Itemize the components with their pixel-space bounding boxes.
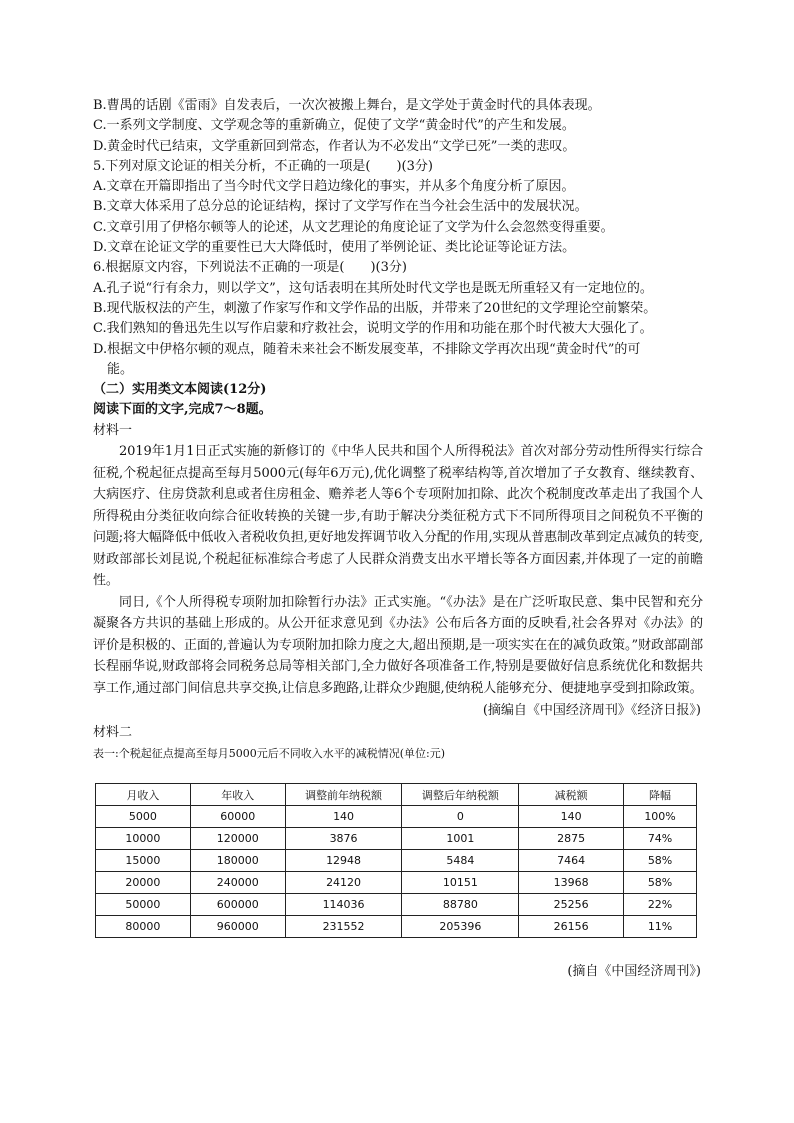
table-cell: 960000: [190, 916, 285, 938]
table-cell: 11%: [624, 916, 697, 938]
table-cell: 15000: [96, 850, 191, 872]
table-cell: 0: [402, 806, 519, 828]
tax-reduction-table: [95, 783, 697, 938]
table-cell: 100%: [624, 806, 697, 828]
table-header-cell: 降幅: [624, 784, 697, 806]
question-5-option-d: D.文章在论证文学的重要性已大大降低时，使用了举例论证、类比论证等论证方法。: [93, 240, 576, 256]
table-caption: 表一:个税起征点提高至每月5000元后不同收入水平的减税情况(单位:元): [93, 747, 445, 761]
exam-page: [93, 96, 703, 984]
table-cell: 205396: [402, 916, 519, 938]
table-cell: 88780: [402, 894, 519, 916]
table-cell: 25256: [519, 894, 624, 916]
material-2-source: (摘自《中国经济周刊》): [567, 964, 701, 980]
table-cell: 10000: [96, 828, 191, 850]
question-6: 6.根据原文内容，下列说法不正确的一项是( )(3分): [93, 260, 407, 276]
section-title: （二）实用类文本阅读(12分): [93, 382, 267, 398]
table-cell: 58%: [624, 872, 697, 894]
table-cell: 50000: [96, 894, 191, 916]
material-2-label: 材料二: [93, 725, 133, 741]
material-1-label: 材料一: [93, 422, 133, 438]
table-cell: 74%: [624, 828, 697, 850]
instruction: 阅读下面的文字,完成7～8题。: [93, 402, 272, 418]
table-header-cell: 月收入: [96, 784, 191, 806]
table-header-cell: 年收入: [190, 784, 285, 806]
table-cell: 80000: [96, 916, 191, 938]
table-cell: 114036: [285, 894, 402, 916]
table-cell: 140: [285, 806, 402, 828]
table-cell: 5000: [96, 806, 191, 828]
table-cell: 22%: [624, 894, 697, 916]
table-cell: 26156: [519, 916, 624, 938]
material-1-source: (摘编自《中国经济周刊》《经济日报》): [482, 703, 701, 719]
table-row: [96, 850, 697, 872]
table-cell: 58%: [624, 850, 697, 872]
table-cell: 231552: [285, 916, 402, 938]
table-row: [96, 894, 697, 916]
table-cell: 5484: [402, 850, 519, 872]
table-cell: 12948: [285, 850, 402, 872]
table-row: [96, 806, 697, 828]
table-cell: 120000: [190, 828, 285, 850]
table-cell: 1001: [402, 828, 519, 850]
table-header-cell: 调整前年纳税额: [285, 784, 402, 806]
table-cell: 140: [519, 806, 624, 828]
table-row: [96, 872, 697, 894]
material-1-paragraph-1: 2019年1月1日正式实施的新修订的《中华人民共和国个人所得税法》首次对部分劳动性所得实行综合征税,个税起征点提高至每月5000元(每年6万元),优化调整了税率结构等,首次增加了子女教育、继续教育、大病医疗、住房贷款利息或者住房租金、赡养老人等6个专项附加扣除、此次个税制度改革走出了我国个人所得税由分类征收向综合征收转换的关键一步,有助于解决分类征税方式下不同所得项目之间税负不平衡的问题;将大幅降低中低收入者税收负担,更好地发挥调节收入分配的作用,实现从普惠制改革到定点减负的转变,财政部部长刘昆说,个税起征标准综合考虑了人民群众消费支出水平增长等各方面因素,并体现了一定的前瞻性。: [93, 444, 703, 589]
table-header-cell: 减税额: [519, 784, 624, 806]
material-1-paragraph-2: 同日,《个人所得税专项附加扣除暂行办法》正式实施。“《办法》是在广泛听取民意、集中民智和充分凝聚各方共识的基础上形成的。从公开征求意见到《办法》公布后各方面的反映看,社会各界对《办法》的评价是积极的、正面的,普遍认为专项附加扣除力度之大,超出预期,是一项实实在在的减负政策。”财政部副部长程丽华说,财政部将会同税务总局等相关部门,全力做好各项准备工作,特别是要做好信息系统优化和数据共享工作,通过部门间信息共享交换,让信息多跑路,让群众少跑腿,使纳税人能够充分、便捷地享受到扣除政策。: [93, 594, 703, 696]
question-6-option-d-cont: 能。: [107, 361, 134, 377]
table-row: [96, 916, 697, 938]
question-5: 5.下列对原文论证的相关分析，不正确的一项是( )(3分): [93, 158, 433, 174]
table-header-row: [96, 784, 697, 806]
table-cell: 3876: [285, 828, 402, 850]
table-cell: 240000: [190, 872, 285, 894]
question-5-option-c: C.文章引用了伊格尔顿等人的论述，从文艺理论的角度论证了文学为什么会忽然变得重要。: [93, 219, 614, 235]
question-6-option-d: D.根据文中伊格尔顿的观点，随着未来社会不断发展变革，不排除文学再次出现“黄金时代”的可: [93, 341, 641, 357]
question-6-option-c: C.我们熟知的鲁迅先生以写作启蒙和疗救社会，说明文学的作用和功能在那个时代被大大强化了。: [93, 321, 653, 337]
table-cell: 180000: [190, 850, 285, 872]
table-cell: 24120: [285, 872, 402, 894]
table-row: [96, 828, 697, 850]
table-cell: 20000: [96, 872, 191, 894]
question-5-option-b: B.文章大体采用了总分总的论证结构，探讨了文学写作在当今社会生活中的发展状况。: [93, 199, 588, 215]
table-cell: 7464: [519, 850, 624, 872]
table-cell: 13968: [519, 872, 624, 894]
question-6-option-a: A.孔子说“行有余力，则以学文”，这句话表明在其所处时代文学也是既无所重轻又有一定地位的。: [93, 280, 653, 296]
table-cell: 60000: [190, 806, 285, 828]
option-5c-prev: C.一系列文学制度、文学观念等的重新确立，促使了文学“黄金时代”的产生和发展。: [93, 118, 575, 134]
option-5b-prev: B.曹禺的话剧《雷雨》自发表后，一次次被搬上舞台，是文学处于黄金时代的具体表现。: [93, 98, 601, 113]
table-cell: 10151: [402, 872, 519, 894]
table-cell: 2875: [519, 828, 624, 850]
table-header-cell: 调整后年纳税额: [402, 784, 519, 806]
question-6-option-b: B.现代版权法的产生，刺激了作家写作和文学作品的出版，并带来了20世纪的文学理论空前繁荣。: [93, 300, 657, 316]
question-5-option-a: A.文章在开篇即指出了当今时代文学日趋边缘化的事实，并从多个角度分析了原因。: [93, 179, 575, 195]
table-cell: 600000: [190, 894, 285, 916]
option-5d-prev: D.黄金时代已结束，文学重新回到常态，作者认为不必发出“文学已死”一类的悲叹。: [93, 138, 576, 154]
